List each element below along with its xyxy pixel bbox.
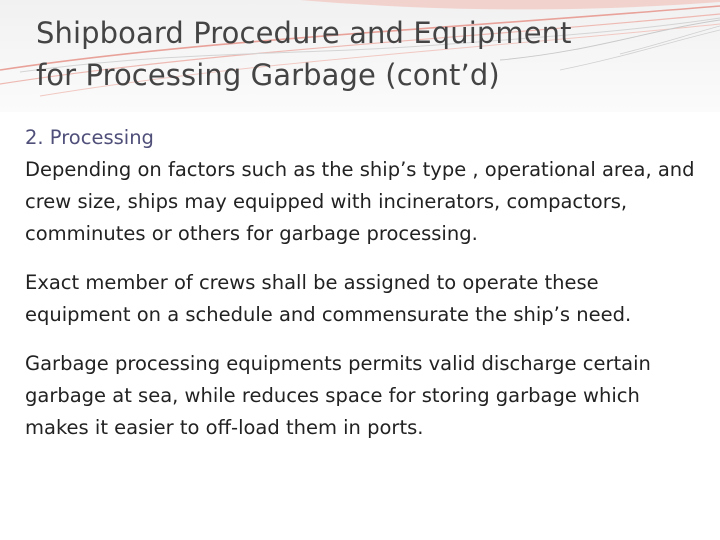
paragraph-2: Exact member of crews shall be assigned to operate these equipment on a schedule and commensurate the ship’s need. (25, 271, 632, 326)
paragraph-1: Depending on factors such as the ship’s type , operational area, and crew size, ships may equipped with incinerators, compactors, comminutes or others for garbage processing. (25, 158, 695, 245)
subheading: 2. Processing (25, 126, 154, 149)
coral-wave-top (300, 0, 720, 9)
title-line-1: Shipboard Procedure and Equipment (36, 16, 572, 50)
slide-body (25, 122, 705, 461)
paragraph-3: Garbage processing equipments permits valid discharge certain garbage at sea, while reduces space for storing garbage which makes it easier to off-load them in ports. (25, 352, 651, 439)
title-line-2: for Processing Garbage (cont’d) (36, 58, 500, 92)
slide-title (36, 12, 696, 96)
